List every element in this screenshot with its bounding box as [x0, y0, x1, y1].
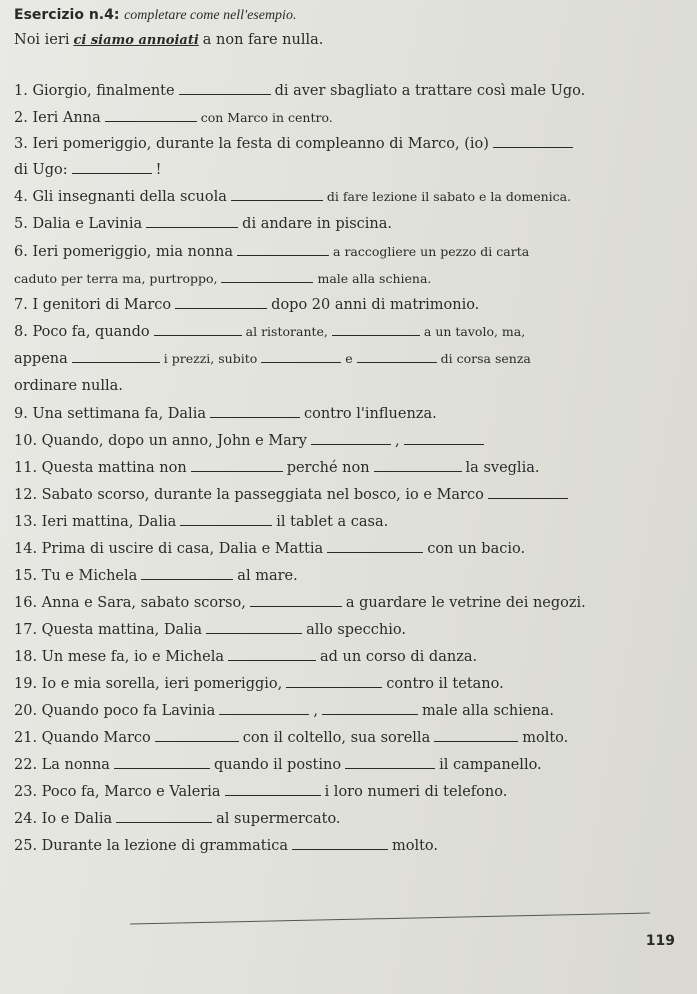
- item-text: molto.: [522, 730, 569, 746]
- answer-blank[interactable]: [327, 540, 423, 553]
- item-text: al ristorante,: [245, 324, 328, 339]
- answer-blank[interactable]: [72, 350, 160, 363]
- answer-blank[interactable]: [141, 567, 233, 580]
- item-text: a guardare le vetrine dei negozi.: [345, 595, 586, 611]
- answer-blank[interactable]: [225, 783, 321, 796]
- item-text: il campanello.: [439, 757, 542, 773]
- item-text: 1. Giorgio, finalmente: [14, 83, 175, 99]
- exercise-item: [14, 135, 577, 153]
- answer-blank[interactable]: [175, 296, 267, 309]
- exercise-header: [14, 6, 296, 25]
- item-text: Noi ieri: [14, 32, 70, 48]
- item-text: il tablet a casa.: [276, 514, 389, 530]
- answer-blank[interactable]: [191, 459, 283, 472]
- exercise-item: [14, 567, 298, 585]
- answer-blank[interactable]: [72, 161, 152, 174]
- item-text: a un tavolo, ma,: [423, 324, 526, 339]
- item-text: di andare in piscina.: [242, 216, 393, 232]
- answer-blank[interactable]: [332, 323, 420, 336]
- item-text: con il coltello, sua sorella: [242, 730, 431, 746]
- exercise-item: [14, 783, 507, 801]
- item-text: 13. Ieri mattina, Dalia: [14, 514, 177, 530]
- page-number: 119: [645, 933, 675, 949]
- answer-blank[interactable]: [345, 756, 435, 769]
- answer-blank[interactable]: [374, 459, 462, 472]
- item-text: contro l'influenza.: [303, 406, 437, 422]
- example-line: [14, 31, 323, 50]
- exercise-item: [14, 296, 479, 314]
- exercise-item: [14, 675, 504, 693]
- answer-blank[interactable]: [221, 270, 313, 283]
- item-text: 20. Quando poco fa Lavinia: [14, 703, 216, 719]
- exercise-item: [14, 810, 341, 828]
- item-text: a non fare nulla.: [202, 32, 324, 48]
- exercise-item: [14, 323, 525, 341]
- example-answer: ci siamo annoiati: [73, 33, 199, 48]
- answer-blank[interactable]: [114, 756, 210, 769]
- item-text: i prezzi, subito: [163, 351, 258, 366]
- answer-blank[interactable]: [261, 350, 341, 363]
- item-text: ,: [394, 433, 400, 449]
- item-text: al supermercato.: [216, 811, 341, 827]
- item-text: i loro numeri di telefono.: [324, 784, 508, 800]
- item-text: con un bacio.: [427, 541, 526, 557]
- item-text: contro il tetano.: [386, 676, 504, 692]
- answer-blank[interactable]: [210, 405, 300, 418]
- item-text: 16. Anna e Sara, sabato scorso,: [14, 595, 246, 611]
- item-text: molto.: [391, 838, 439, 854]
- exercise-item-continued: [14, 377, 123, 395]
- item-text: la sveglia.: [465, 460, 540, 476]
- item-text: 12. Sabato scorso, durante la passeggiata nel bosco, io e Marco: [14, 487, 484, 503]
- item-text: 6. Ieri pomeriggio, mia nonna: [14, 244, 234, 260]
- answer-blank[interactable]: [231, 188, 323, 201]
- exercise-item: [14, 215, 392, 233]
- item-text: 21. Quando Marco: [14, 730, 151, 746]
- answer-blank[interactable]: [116, 810, 212, 823]
- answer-blank[interactable]: [206, 621, 302, 634]
- item-text: 23. Poco fa, Marco e Valeria: [14, 784, 221, 800]
- answer-blank[interactable]: [155, 729, 239, 742]
- answer-blank[interactable]: [404, 432, 484, 445]
- item-text: caduto per terra ma, purtroppo,: [14, 271, 218, 286]
- item-text: 11. Questa mattina non: [14, 460, 187, 476]
- item-text: 22. La nonna: [14, 757, 110, 773]
- answer-blank[interactable]: [228, 648, 316, 661]
- item-text: allo specchio.: [306, 622, 406, 638]
- item-text: 7. I genitori di Marco: [14, 297, 172, 313]
- item-text: di corsa senza: [440, 351, 531, 366]
- exercise-item: [14, 188, 571, 206]
- item-text: di aver sbagliato a trattare così male Ugo.: [274, 83, 586, 99]
- exercise-item: [14, 648, 477, 666]
- answer-blank[interactable]: [250, 594, 342, 607]
- item-text: di fare lezione il sabato e la domenica.: [326, 189, 572, 204]
- item-text: dopo 20 anni di matrimonio.: [271, 297, 480, 313]
- item-text: al mare.: [237, 568, 298, 584]
- answer-blank[interactable]: [180, 513, 272, 526]
- answer-blank[interactable]: [434, 729, 518, 742]
- item-text: 3. Ieri pomeriggio, durante la festa di compleanno di Marco, (io): [14, 136, 489, 152]
- item-text: 15. Tu e Michela: [14, 568, 138, 584]
- exercise-item: [14, 756, 542, 774]
- answer-blank[interactable]: [237, 243, 329, 256]
- exercise-item: [14, 513, 388, 531]
- item-text: 18. Un mese fa, io e Michela: [14, 649, 225, 665]
- item-text: di Ugo:: [14, 162, 68, 178]
- item-text: con Marco in centro.: [200, 110, 333, 125]
- exercise-item: [14, 837, 438, 855]
- item-text: 2. Ieri Anna: [14, 110, 101, 126]
- item-text: 8. Poco fa, quando: [14, 324, 150, 340]
- item-text: quando il postino: [213, 757, 342, 773]
- exercise-item: [14, 594, 586, 612]
- item-text: appena: [14, 351, 68, 367]
- answer-blank[interactable]: [292, 837, 388, 850]
- exercise-item-continued: [14, 161, 161, 179]
- answer-blank[interactable]: [357, 350, 437, 363]
- item-text: 24. Io e Dalia: [14, 811, 113, 827]
- item-text: e: [345, 351, 353, 366]
- exercise-item: [14, 540, 525, 558]
- item-text: male alla schiena.: [317, 271, 432, 286]
- item-text: 10. Quando, dopo un anno, John e Mary: [14, 433, 307, 449]
- answer-blank[interactable]: [154, 323, 242, 336]
- exercise-item-continued: [14, 350, 531, 368]
- item-text: 9. Una settimana fa, Dalia: [14, 406, 206, 422]
- item-text: a raccogliere un pezzo di carta: [333, 244, 530, 259]
- exercise-item: [14, 621, 406, 639]
- answer-blank[interactable]: [286, 675, 382, 688]
- answer-blank[interactable]: [488, 486, 568, 499]
- exercise-item: [14, 405, 437, 423]
- exercise-item: [14, 243, 529, 261]
- exercise-item: [14, 702, 554, 720]
- answer-blank[interactable]: [179, 82, 271, 95]
- exercise-item: [14, 459, 539, 477]
- exercise-item: [14, 729, 568, 747]
- exercise-item-continued: [14, 270, 431, 288]
- exercise-item: [14, 432, 488, 450]
- exercise-title: Esercizio n.4:: [14, 7, 120, 23]
- item-text: ,: [313, 703, 318, 719]
- answer-blank[interactable]: [105, 109, 197, 122]
- exercise-instruction: completare come nell'esempio.: [124, 8, 297, 23]
- item-text: ad un corso di danza.: [320, 649, 478, 665]
- item-text: 4. Gli insegnanti della scuola: [14, 189, 227, 205]
- footer-rule: [130, 913, 650, 925]
- item-text: !: [155, 162, 162, 178]
- item-text: 25. Durante la lezione di grammatica: [14, 838, 288, 854]
- answer-blank[interactable]: [311, 432, 391, 445]
- item-text: perché non: [286, 460, 370, 476]
- item-text: 5. Dalia e Lavinia: [14, 216, 143, 232]
- item-text: 19. Io e mia sorella, ieri pomeriggio,: [14, 676, 283, 692]
- item-text: male alla schiena.: [421, 703, 555, 719]
- answer-blank[interactable]: [493, 135, 573, 148]
- answer-blank[interactable]: [146, 215, 238, 228]
- exercise-item: [14, 486, 572, 504]
- item-text: 14. Prima di uscire di casa, Dalia e Mattia: [14, 541, 324, 557]
- answer-blank[interactable]: [322, 702, 418, 715]
- item-text: 17. Questa mattina, Dalia: [14, 622, 203, 638]
- exercise-item: [14, 82, 585, 100]
- answer-blank[interactable]: [219, 702, 309, 715]
- exercise-item: [14, 109, 333, 127]
- item-text: ordinare nulla.: [14, 378, 123, 394]
